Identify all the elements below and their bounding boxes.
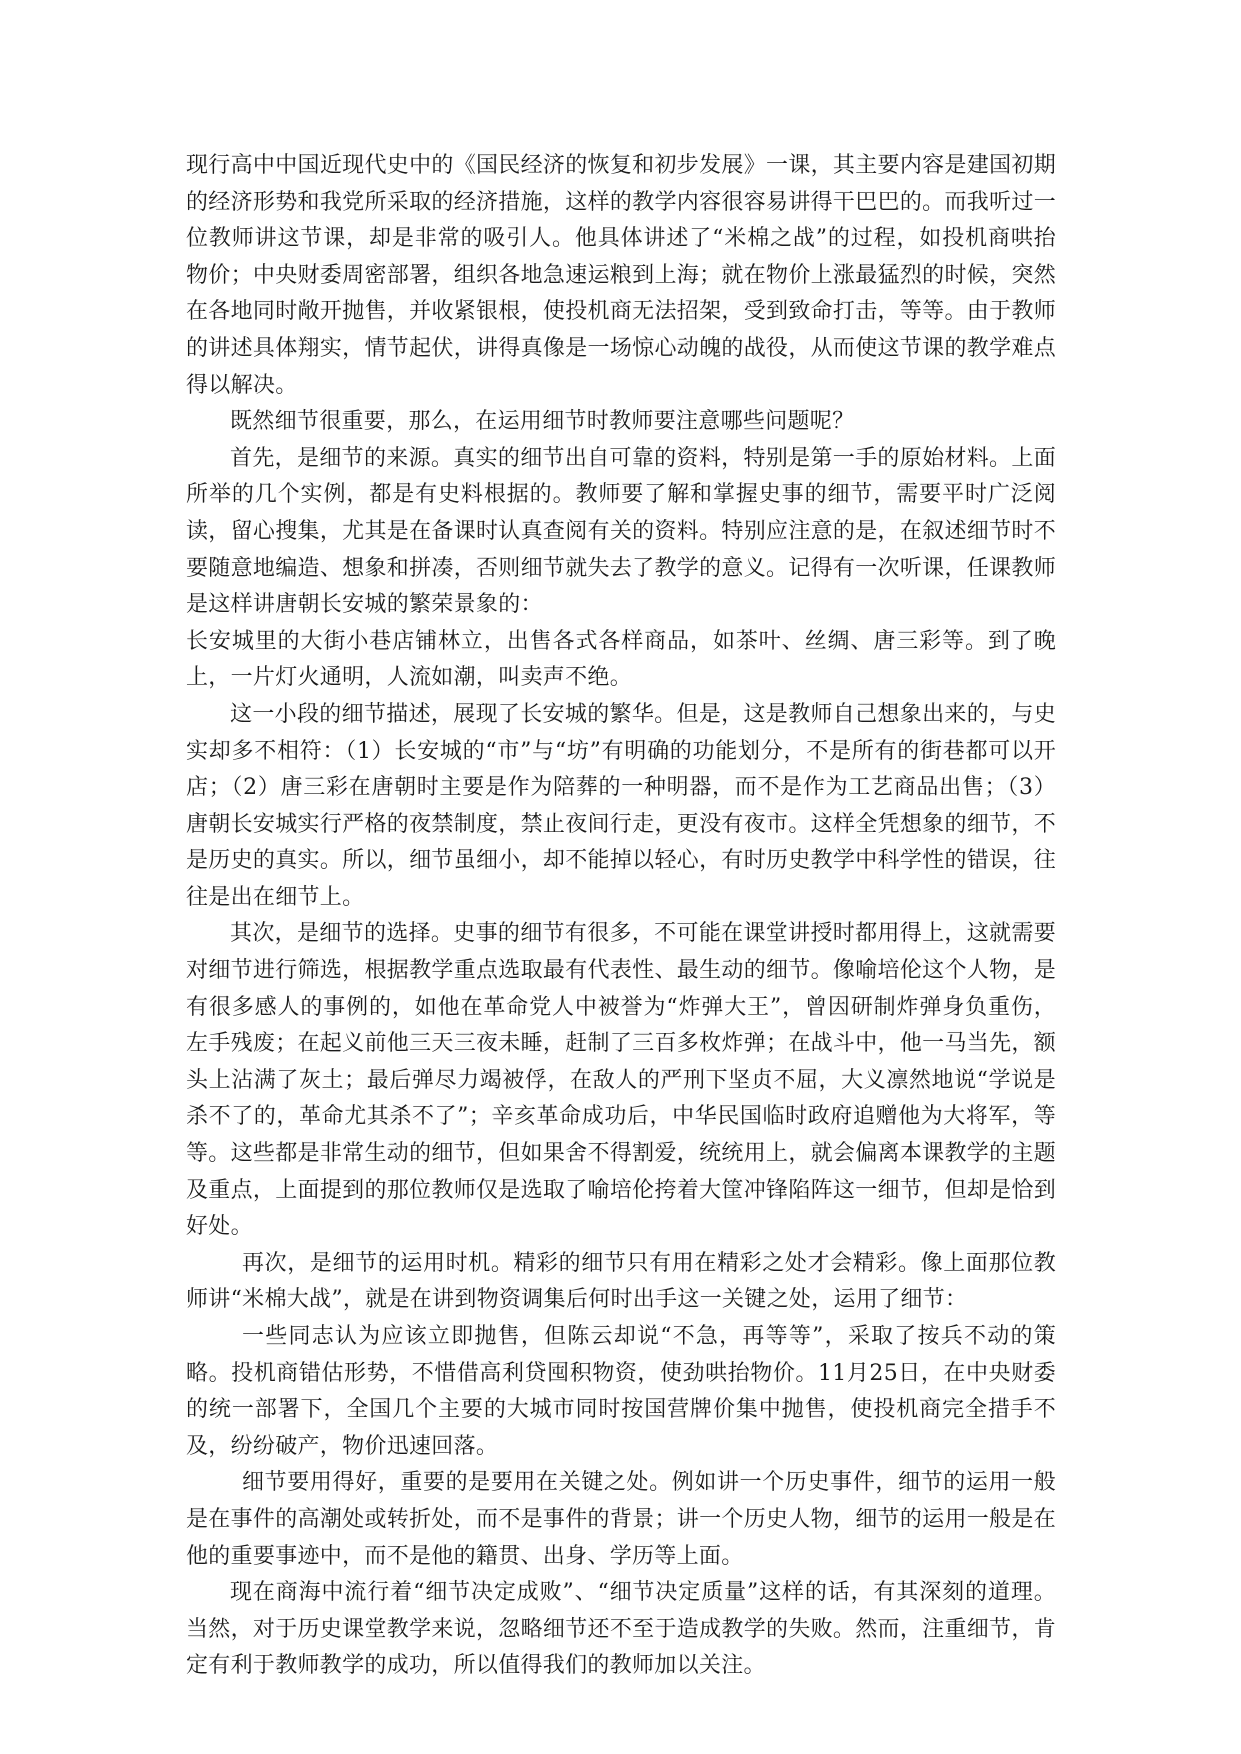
paragraph-question: 既然细节很重要，那么，在运用细节时教师要注意哪些问题呢？ <box>230 409 855 435</box>
paragraph-key-points: 细节要用得好，重要的是要用在关键之处。例如讲一个历史事件，细节的运用一般是在事件的高潮处或转折处，而不是事件的背景；讲一个历史人物，细节的运用一般是在他的重要事迹中，而不是他的籍贯、出身、学历等上面。 <box>186 1470 1056 1569</box>
paragraph-intro-example: 现行高中中国近现代史中的《国民经济的恢复和初步发展》一课，其主要内容是建国初期的经济形势和我党所采取的经济措施，这样的教学内容很容易讲得干巴巴的。而我听过一位教师讲这节课，却是非常的吸引人。他具体讲述了“米棉之战”的过程，如投机商哄抬物价；中央财委周密部署，组织各地急速运粮到上海；就在物价上涨最猛烈的时候，突然在各地同时敞开抛售，并收紧银根，使投机商无法招架，受到致命打击，等等。由于教师的讲述具体翔实，情节起伏，讲得真像是一场惊心动魄的战役，从而使这节课的教学难点得以解决。 <box>186 153 1056 398</box>
paragraph-detail-selection: 其次，是细节的选择。史事的细节有很多，不可能在课堂讲授时都用得上，这就需要对细节进行筛选，根据教学重点选取最有代表性、最生动的细节。像喻培伦这个人物，是有很多感人的事例的，如他在革命党人中被誉为“炸弹大王”，曾因研制炸弹身负重伤，左手残废；在起义前他三天三夜未睡，赶制了三百多枚炸弹；在战斗中，他一马当先，额头上沾满了灰土；最后弹尽力竭被俘，在敌人的严刑下坚贞不屈，大义凛然地说“学说是杀不了的，革命尤其杀不了”；辛亥革命成功后，中华民国临时政府追赠他为大将军，等等。这些都是非常生动的细节，但如果舍不得割爱，统统用上，就会偏离本课教学的主题及重点，上面提到的那位教师仅是选取了喻培伦挎着大筐冲锋陷阵这一细节，但却是恰到好处。 <box>186 921 1056 1240</box>
paragraph-conclusion: 现在商海中流行着“细节决定成败”、“细节决定质量”这样的话，有其深刻的道理。当然，对于历史课堂教学来说，忽略细节还不至于造成教学的失败。然而，注重细节，肯定有利于教师教学的成功，所以值得我们的教师加以关注。 <box>186 1580 1056 1679</box>
paragraph-changan-analysis: 这一小段的细节描述，展现了长安城的繁华。但是，这是教师自己想象出来的，与史实却多不相符：（1）长安城的“市”与“坊”有明确的功能划分，不是所有的街巷都可以开店；（2）唐三彩在唐朝时主要是作为陪葬的一种明器，而不是作为工艺商品出售；（3）唐朝长安城实行严格的夜禁制度，禁止夜间行走，更没有夜市。这样全凭想象的细节，不是历史的真实。所以，细节虽细小，却不能掉以轻心，有时历史教学中科学性的错误，往往是出在细节上。 <box>186 701 1056 910</box>
paragraph-quote-cotton-war: 一些同志认为应该立即抛售，但陈云却说“不急，再等等”，采取了按兵不动的策略。投机商错估形势，不惜借高利贷囤积物资，使劲哄抬物价。11月25日，在中央财委的统一部署下，全国几个主要的大城市同时按国营牌价集中抛售，使投机商完全措手不及，纷纷破产，物价迅速回落。 <box>186 1324 1056 1459</box>
paragraph-quote-changan: 长安城里的大街小巷店铺林立，出售各式各样商品，如茶叶、丝绸、唐三彩等。到了晚上，一片灯火通明，人流如潮，叫卖声不绝。 <box>186 628 1056 691</box>
article-body <box>186 148 1056 1685</box>
paragraph-detail-timing: 再次，是细节的运用时机。精彩的细节只有用在精彩之处才会精彩。像上面那位教师讲“米棉大战”，就是在讲到物资调集后何时出手这一关键之处，运用了细节： <box>186 1250 1056 1313</box>
paragraph-detail-source: 首先，是细节的来源。真实的细节出自可靠的资料，特别是第一手的原始材料。上面所举的几个实例，都是有史料根据的。教师要了解和掌握史事的细节，需要平时广泛阅读，留心搜集，尤其是在备课时认真查阅有关的资料。特别应注意的是，在叙述细节时不要随意地编造、想象和拼凑，否则细节就失去了教学的意义。记得有一次听课，任课教师是这样讲唐朝长安城的繁荣景象的： <box>186 445 1056 618</box>
